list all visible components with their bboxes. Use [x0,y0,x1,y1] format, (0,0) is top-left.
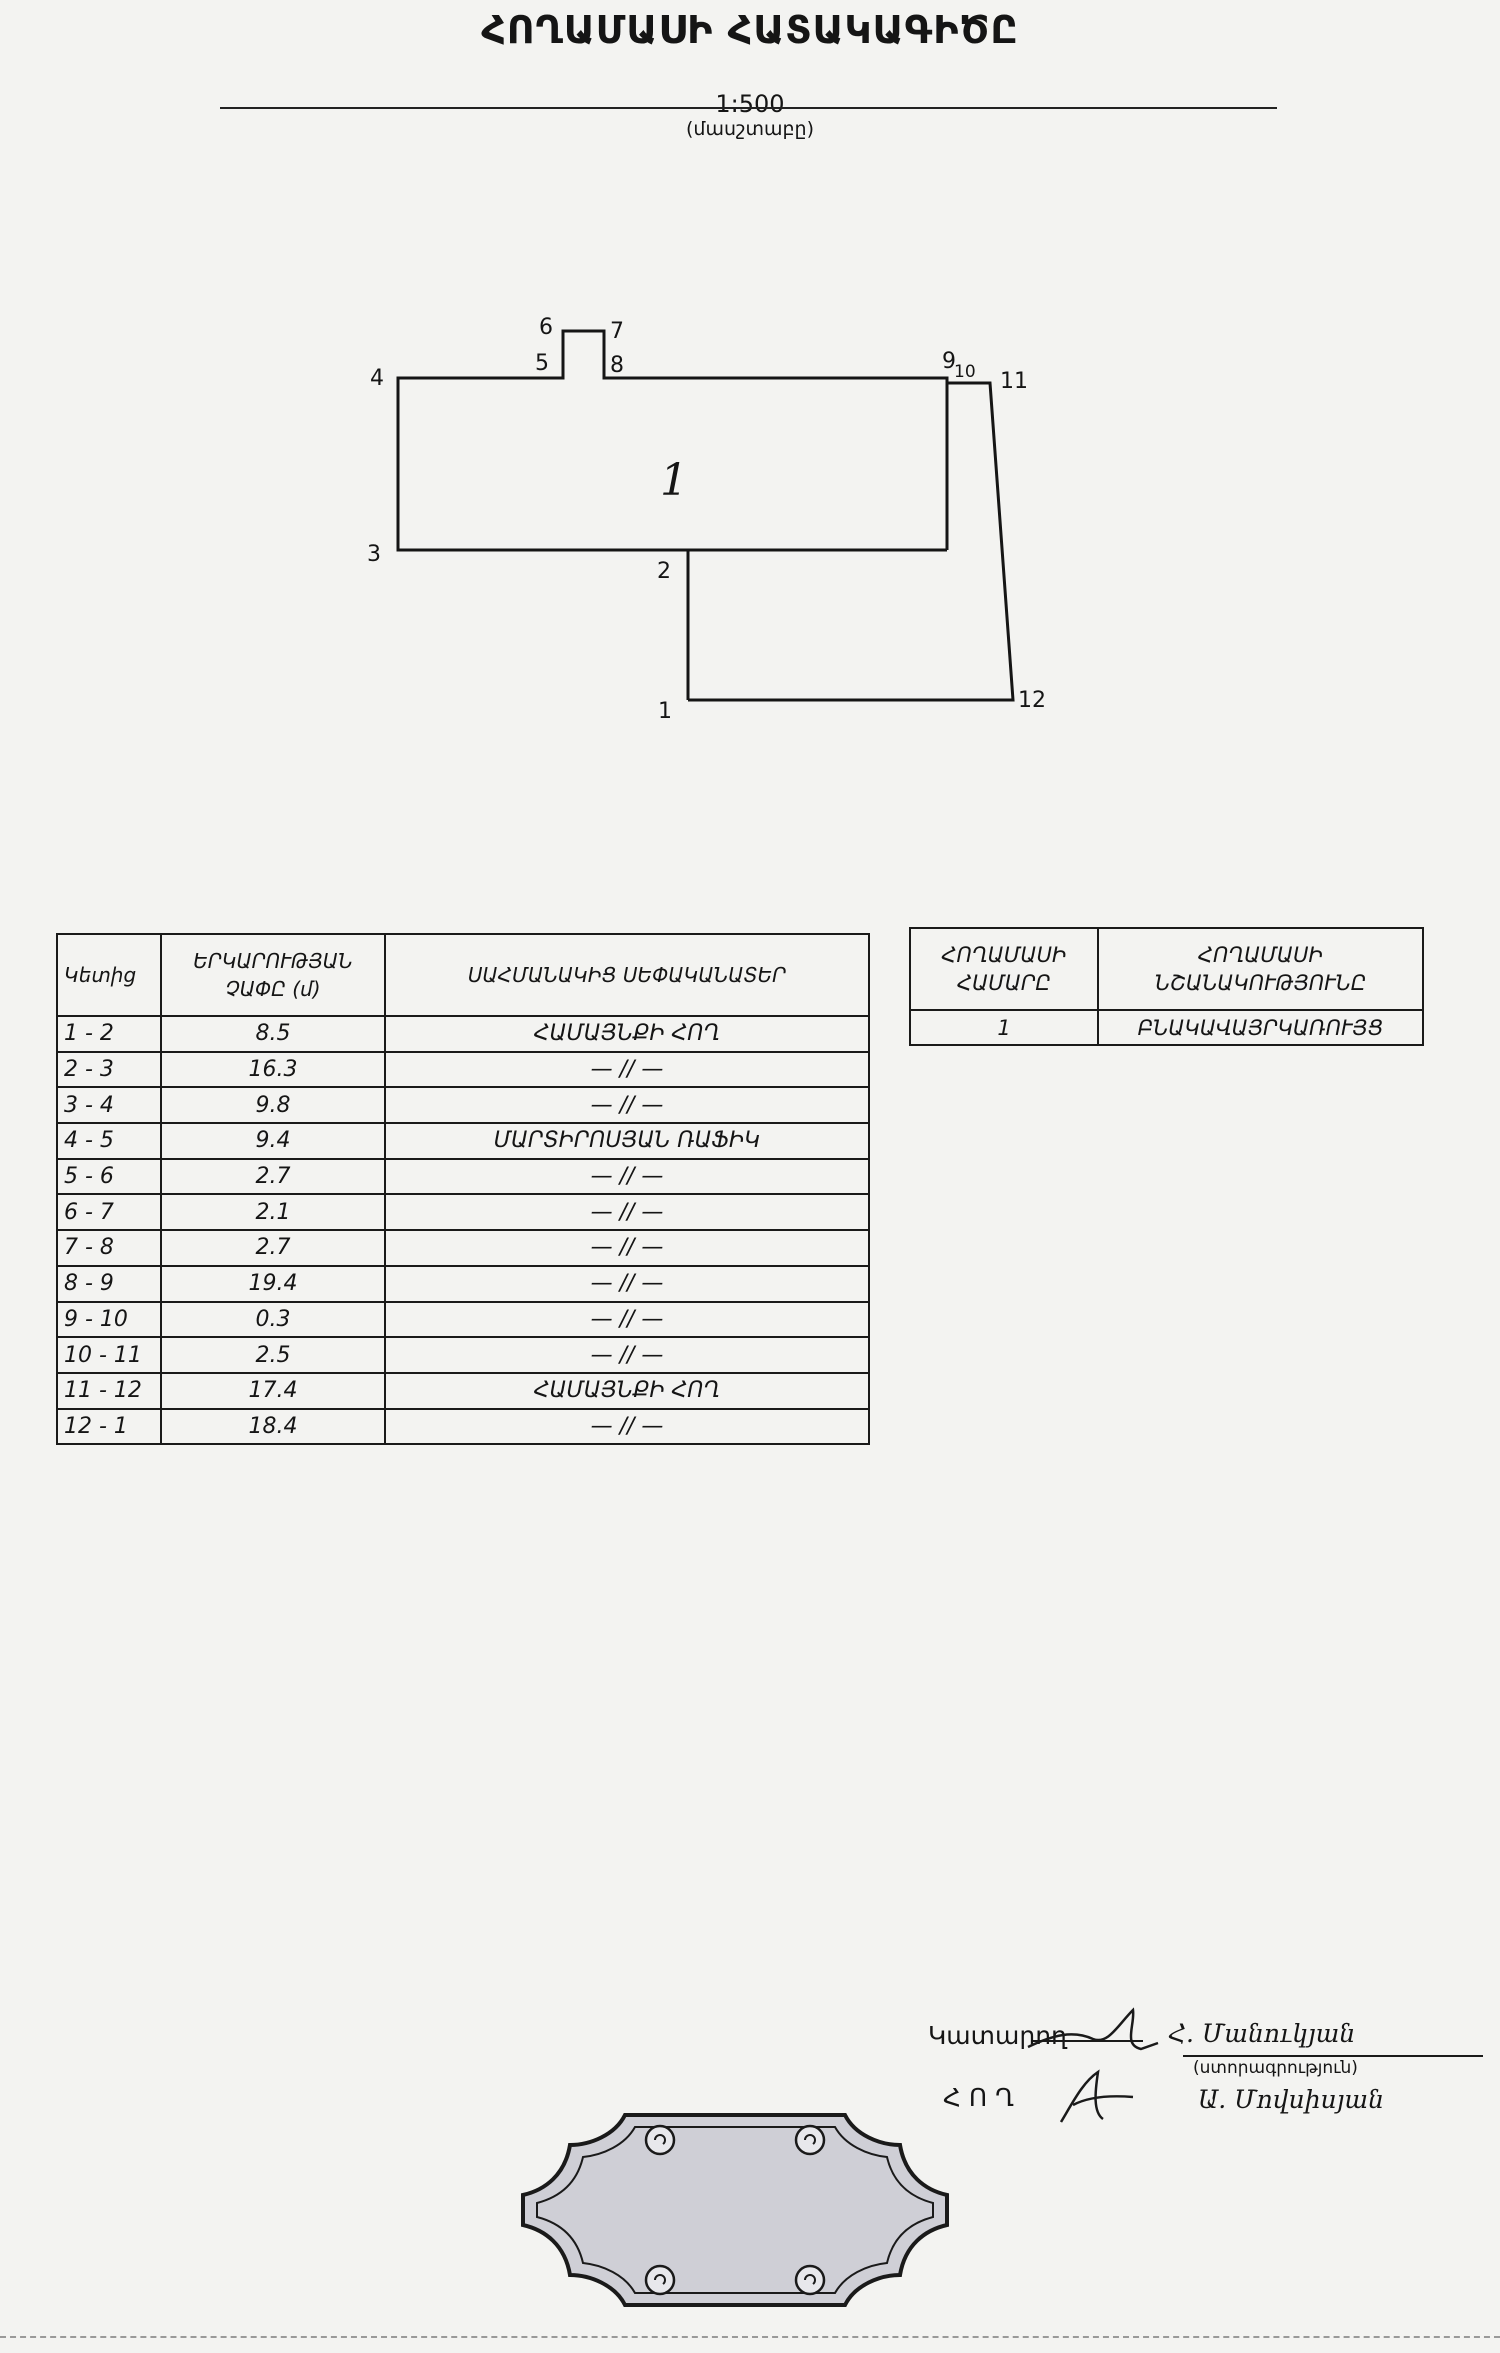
side-neighbor: — // — [385,1194,869,1230]
point-label-12: 12 [1018,688,1046,713]
side-from: 9 - 10 [57,1302,161,1338]
table-row [57,1337,869,1373]
side-length: 17.4 [161,1373,385,1409]
parcel-purpose: ԲՆԱԿԱՎԱՅՐԿԱՌՈՒՅՑ [1098,1010,1423,1045]
side-length: 2.7 [161,1159,385,1195]
scale-caption: (մասշտաբը) [686,118,814,140]
side-from: 1 - 2 [57,1016,161,1052]
approver-name: Ա. Մովսիսյան [1198,2085,1384,2114]
table-row [57,1409,869,1445]
point-label-1: 1 [658,699,672,724]
page-bottom-edge [0,2336,1500,2338]
table-row [57,1123,869,1159]
stamp-icon [515,2105,955,2315]
table-row [57,1230,869,1266]
side-from: 4 - 5 [57,1123,161,1159]
point-label-4: 4 [370,366,384,391]
side-length: 16.3 [161,1052,385,1088]
parcel-boundary [398,331,1013,700]
side-from: 11 - 12 [57,1373,161,1409]
table-row [57,1087,869,1123]
side-neighbor: — // — [385,1159,869,1195]
approver-label: Հ Ո Ղ [943,2083,1014,2112]
side-neighbor: — // — [385,1052,869,1088]
column-header: Կետից [57,934,161,1016]
table-header-row [910,928,1423,1010]
side-neighbor: — // — [385,1409,869,1445]
point-label-3: 3 [367,542,381,567]
side-neighbor: — // — [385,1087,869,1123]
side-neighbor: ՀԱՄԱՅՆՔԻ ՀՈՂ [385,1373,869,1409]
column-header: ՀՈՂԱՄԱՍԻ ՀԱՄԱՐԸ [910,928,1098,1010]
parcel-purpose-table [909,927,1424,1046]
column-header: ՍԱՀՄԱՆԱԿԻՑ ՍԵՓԱԿԱՆԱՏԵՐ [385,934,869,1016]
boundary-lengths-table [56,933,870,1445]
column-header: ԵՐԿԱՐՈՒԹՅԱՆ ՉԱՓԸ (մ) [161,934,385,1016]
point-label-6: 6 [539,315,553,340]
signature-underline [1183,2055,1483,2057]
side-neighbor: ՄԱՐՏԻՐՈՍՅԱՆ ՌԱՖԻԿ [385,1123,869,1159]
table-row [57,1194,869,1230]
column-header: ՀՈՂԱՄԱՍԻ ՆՇԱՆԱԿՈՒԹՅՈՒՆԸ [1098,928,1423,1010]
table-row [57,1266,869,1302]
side-from: 10 - 11 [57,1337,161,1373]
side-neighbor: — // — [385,1266,869,1302]
side-length: 18.4 [161,1409,385,1445]
side-from: 5 - 6 [57,1159,161,1195]
side-length: 8.5 [161,1016,385,1052]
table-row [57,1302,869,1338]
point-label-10: 10 [954,362,976,382]
table-row [57,1373,869,1409]
page-title: ՀՈՂԱՄԱՍԻ ՀԱՏԱԿԱԳԻԾԸ [481,8,1019,52]
side-neighbor: ՀԱՄԱՅՆՔԻ ՀՈՂ [385,1016,869,1052]
side-neighbor: — // — [385,1337,869,1373]
side-length: 2.7 [161,1230,385,1266]
approver-signature [1053,2067,1143,2127]
point-label-11: 11 [1000,369,1028,394]
parcel-number: 1 [910,1010,1098,1045]
table-row [57,1052,869,1088]
table-header-row [57,934,869,1016]
side-length: 0.3 [161,1302,385,1338]
side-from: 8 - 9 [57,1266,161,1302]
parcel-plan [0,0,1500,760]
executor-signature [1023,2005,1163,2065]
point-label-8: 8 [610,353,624,378]
table-row [57,1159,869,1195]
table-row [910,1010,1423,1045]
point-label-7: 7 [610,319,624,344]
side-neighbor: — // — [385,1230,869,1266]
side-length: 9.8 [161,1087,385,1123]
side-from: 7 - 8 [57,1230,161,1266]
executor-name: Հ. Մանուկյան [1168,2019,1356,2048]
executor-label: Կատարող [928,2021,1067,2050]
side-from: 2 - 3 [57,1052,161,1088]
point-label-5: 5 [535,351,549,376]
side-from: 6 - 7 [57,1194,161,1230]
point-label-2: 2 [657,559,671,584]
side-neighbor: — // — [385,1302,869,1338]
side-length: 9.4 [161,1123,385,1159]
table-row [57,1016,869,1052]
side-from: 12 - 1 [57,1409,161,1445]
side-from: 3 - 4 [57,1087,161,1123]
side-length: 2.5 [161,1337,385,1373]
side-length: 2.1 [161,1194,385,1230]
point-label-9: 9 [942,349,956,374]
side-length: 19.4 [161,1266,385,1302]
scale-value: 1:500 [715,90,785,118]
executor-note: (ստորագրություն) [1193,2058,1358,2078]
parcel-area-label: 1 [660,455,688,506]
signature-block [928,2005,1500,2135]
